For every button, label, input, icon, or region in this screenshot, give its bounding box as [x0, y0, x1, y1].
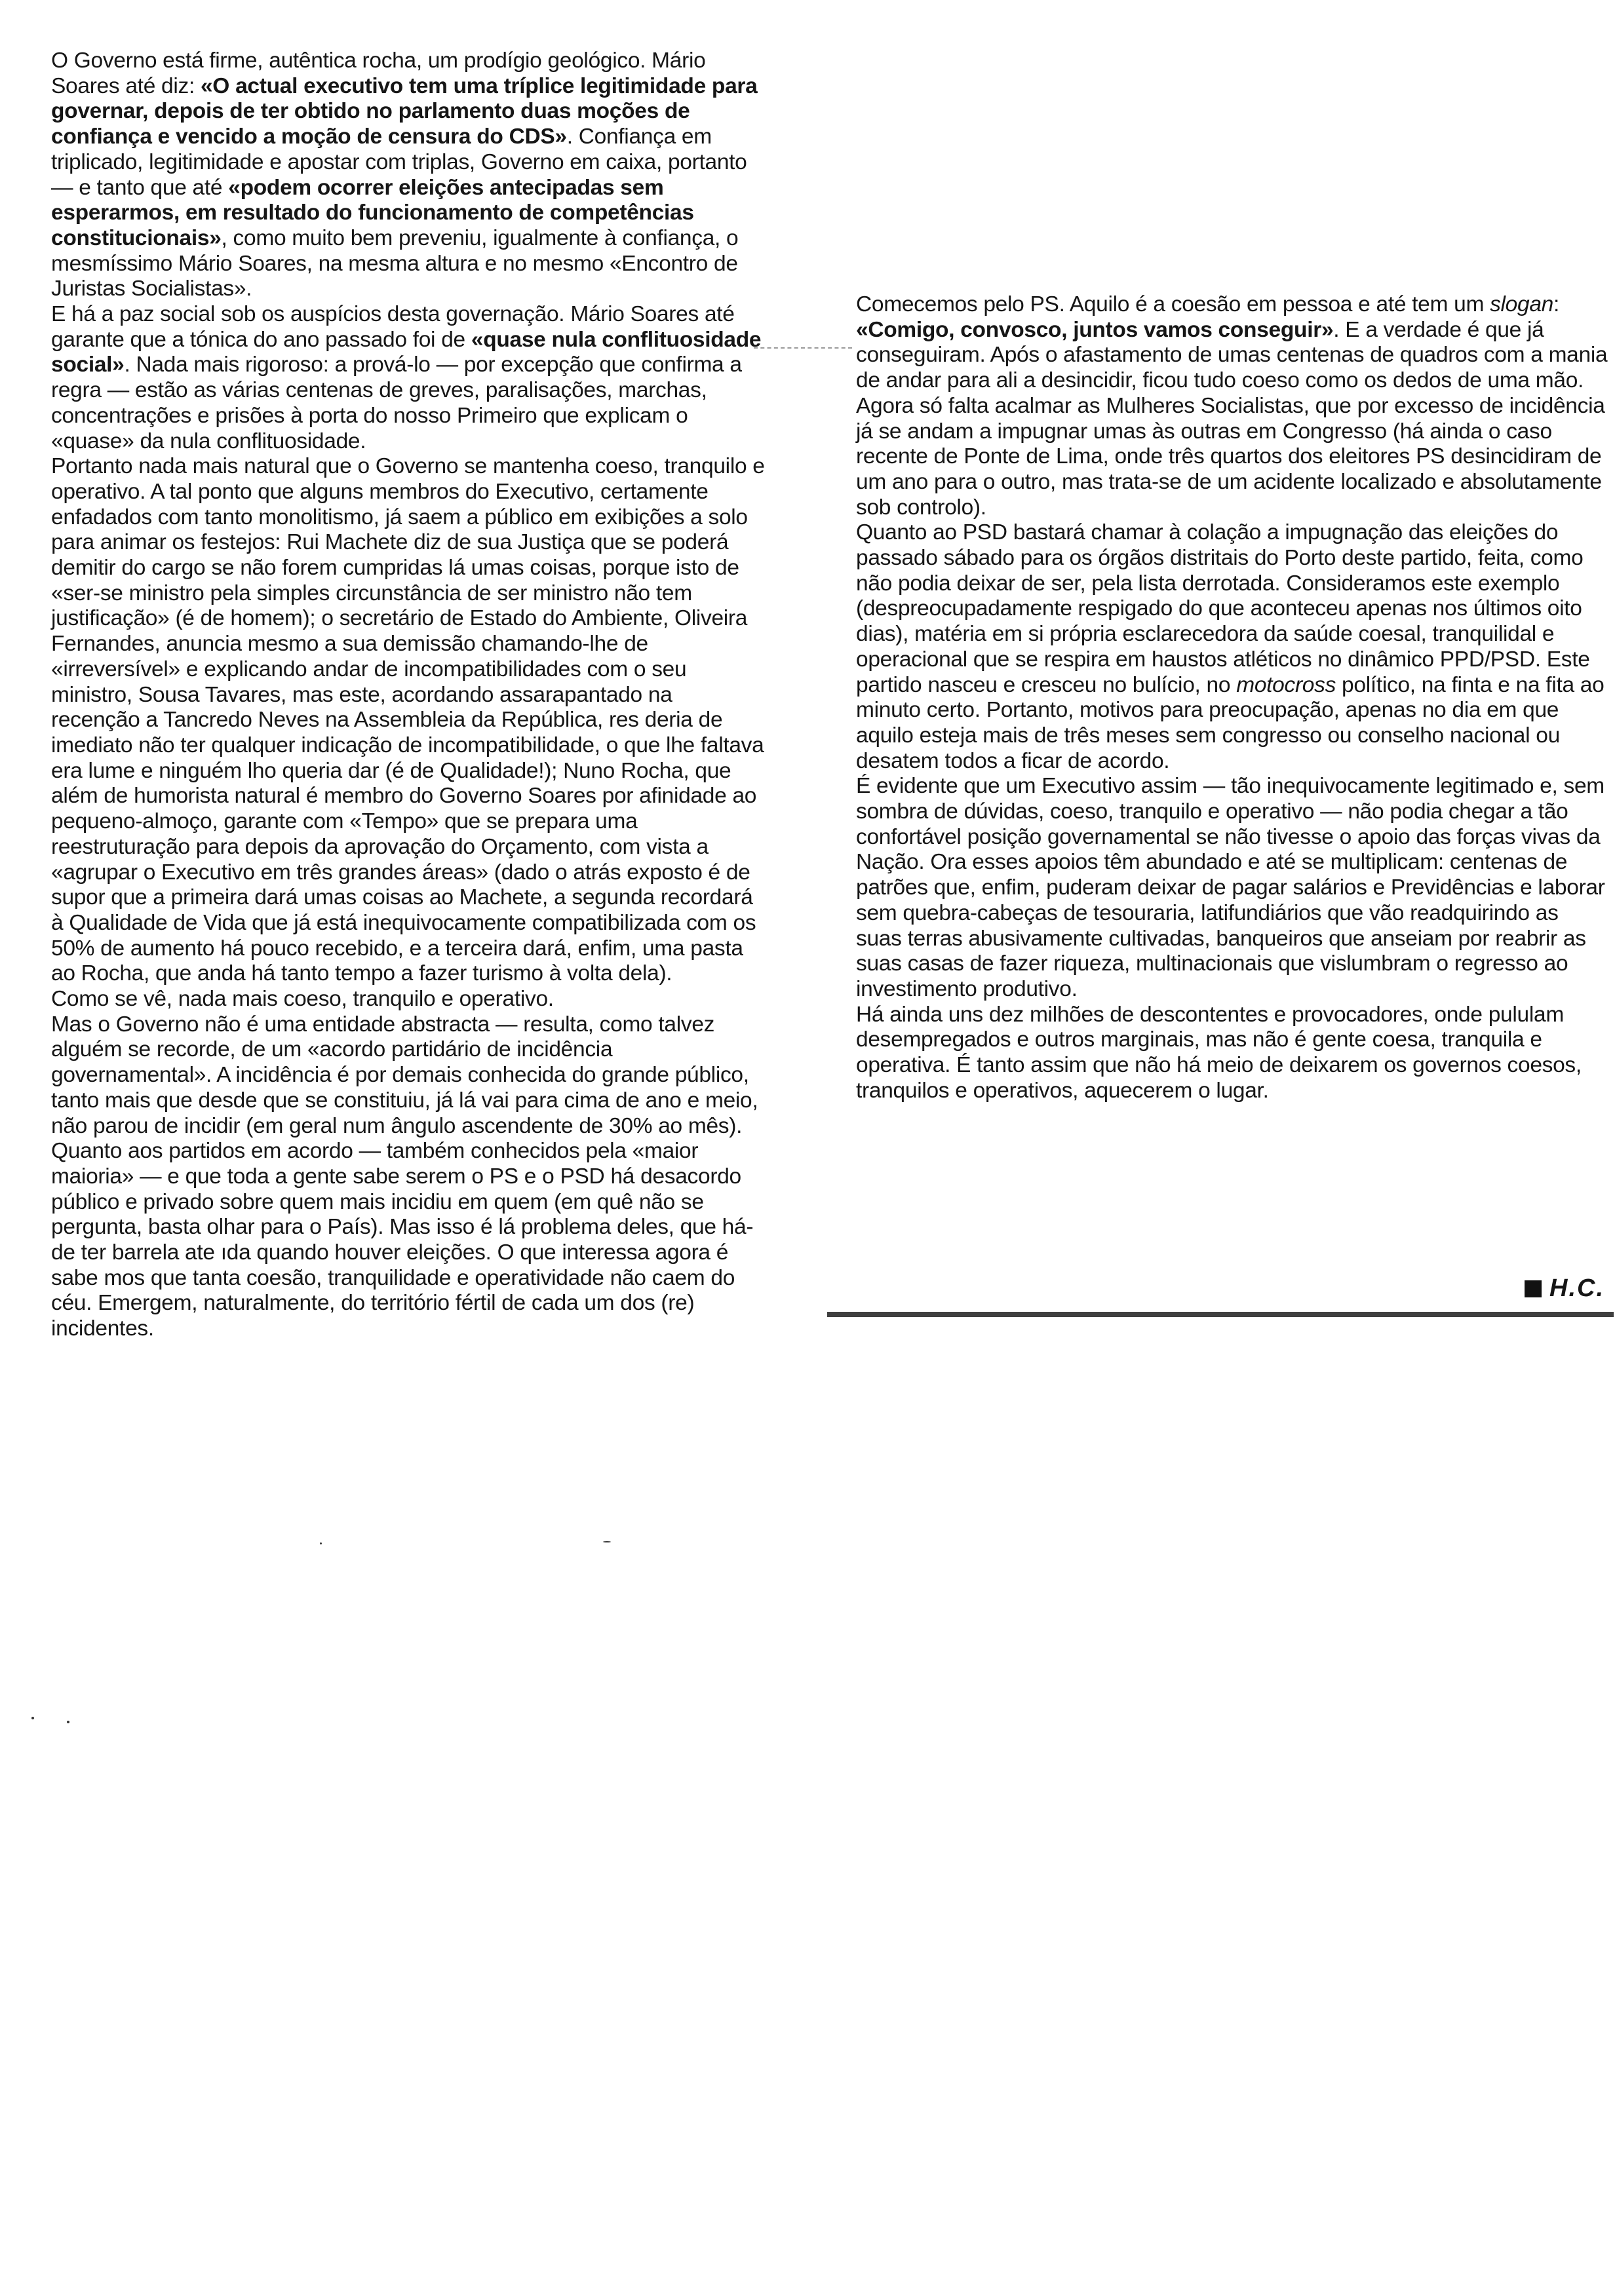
article-left-column	[51, 48, 766, 1342]
paragraph	[856, 1003, 1608, 1104]
text-run: , como muito bem preveniu, igualmente à confiança, o mesmíssimo Mário Soares, na mesma altura e no mesmo «Encontro de Juristas Socialistas».	[51, 225, 739, 301]
text-run: Comecemos pelo PS. Aquilo é a coesão em pessoa e até tem um	[856, 292, 1490, 316]
text-run: O Governo está firme, autêntica rocha, um prodígio geológico. Mário Soares até diz:	[51, 48, 706, 98]
paragraph	[856, 520, 1608, 774]
scan-speck	[320, 1542, 322, 1544]
end-square-icon	[1525, 1280, 1542, 1297]
text-run: político, na finta e na fita ao minuto certo. Portanto, motivos para preocupação, apenas no dia em que aquilo esteja mais de três meses sem congresso ou conselho nacional ou desatem todos a ficar de acordo.	[856, 672, 1605, 773]
scan-artifact-dash	[754, 347, 852, 350]
end-rule	[827, 1312, 1614, 1317]
text-run: Portanto nada mais natural que o Governo se mantenha coeso, tranquilo e operativo. A tal ponto que alguns membros do Executivo, certamente enfadados com tanto monolitismo, já saem a público em exibições a solo para animar os festejos: Rui Machete diz de sua Justiça que se poderá demitir do cargo se não forem cumpridas lá umas coisas, porque isto de «ser-se ministro pela simples circunstância de ser ministro não tem justificação» (é de homem); o secretário de Estado do Ambiente, Oliveira Fernandes, anuncia mesmo a sua demissão chamando-lhe de «irreversível» e explicando andar de incompatibilidades com o seu ministro, Sousa Tavares, mas este, acordando assarapantado na recenção a Tancredo Neves na Assembleia da República, res deria de imediato não ter qualquer indicação de incompatibilidade, o que lhe faltava era lume e ninguém lho queria dar (é de Qualidade!); Nuno Rocha, que além de humorista natural é membro do Governo Soares por afinidade ao pequeno-almoço, garante com «Tempo» que se prepara uma reestruturação para depois da aprovação do Orçamento, com vista a «agrupar o Executivo em três grandes áreas» (dado o atrás exposto é de supor que a primeira dará umas coisas ao Machete, a segunda recordará à Qualidade de Vida que já está inequivocamente compatibilizada com os 50% de aumento há pouco recebido, e a terceira dará, enfim, uma pasta ao Rocha, que anda há tanto tempo a fazer turismo à volta dela).	[51, 454, 765, 986]
bold-quote: «Comigo, convosco, juntos vamos conseguir»	[856, 317, 1334, 342]
article-right-column	[856, 292, 1608, 1104]
bold-quote: «quase nula conflituosidade social»	[51, 327, 762, 377]
paragraph	[856, 292, 1608, 520]
text-run: . Confiança em triplicado, legitimidade e apostar com triplas, Governo em caixa, portanto — e tanto que até	[51, 124, 747, 200]
text-run: Há ainda uns dez milhões de descontentes e provocadores, onde pululam desempregados e outros marginais, mas não é gente coesa, tranquila e operativa. É tanto assim que não há meio de deixarem os governos coesos, tranquilos e operativos, aquecerem o lugar.	[856, 1002, 1582, 1103]
signature-row	[856, 1274, 1608, 1303]
scan-speck	[67, 1721, 69, 1723]
text-run: É evidente que um Executivo assim — tão inequivocamente legitimado e, sem sombra de dúvidas, coeso, tranquilo e operativo — não podia chegar a tão confortável posição governamental se não tivesse o apoio das forças vivas da Nação. Ora esses apoios têm abundado e até se multiplicam: centenas de patrões que, enfim, puderam deixar de pagar salários e Previdências e laborar sem quebra-cabeças de tesouraria, latifundiários que vão readquirindo as suas terras abusivamente cultivadas, banqueiros que anseiam por reabrir as suas casas de fazer riqueza, multinacionais que vislumbram o regresso ao investimento produtivo.	[856, 774, 1605, 1001]
author-signature	[1525, 1274, 1605, 1303]
bold-quote: «O actual executivo tem uma tríplice legitimidade para governar, depois de ter obtido no parlamento duas moções de confiança e vencido a moção de censura do CDS»	[51, 73, 758, 149]
paragraph	[51, 987, 766, 1012]
scan-speck	[603, 1541, 611, 1542]
text-run: Como se vê, nada mais coeso, tranquilo e operativo.	[51, 987, 554, 1012]
text-run: Mas o Governo não é uma entidade abstracta — resulta, como talvez alguém se recorde, de um «acordo partidário de incidência governamental». A incidência é por demais conhecida do grande público, tanto mais que desde que se constituiu, já lá vai para cima de ano e meio, não parou de incidir (em geral num ângulo ascendente de 30% ao mês). Quanto aos partidos em acordo — também conhecidos pela «maior maioria» — e que toda a gente sabe serem o PS e o PSD há desacordo público e privado sobre quem mais incidiu em quem (em quê não se pergunta, basta olhar para o País). Mas isso é lá problema deles, que há-de ter barrela ate ıda quando houver eleições. O que interessa agora é sabe mos que tanta coesão, tranquilidade e operatividade não caem do céu. Emergem, naturalmente, do território fértil de cada um dos (re) incidentes.	[51, 1012, 758, 1341]
bold-quote: «podem ocorrer eleições antecipadas sem esperarmos, em resultado do funcionamento de competências constitucionais»	[51, 175, 694, 250]
text-run: . Nada mais rigoroso: a prová-lo — por excepção que confirma a regra — estão as várias centenas de greves, paralisações, marchas, concentrações e prisões à porta do nosso Primeiro que explicam o «quase» da nula conflituosidade.	[51, 353, 742, 453]
paragraph	[856, 774, 1608, 1002]
paragraph	[51, 454, 766, 987]
text-run: . E a verdade é que já conseguiram. Após o afastamento de umas centenas de quadros com a mania de andar para ali a desincidir, ficou tudo coeso como os dedos de uma mão. Agora só falta acalmar as Mulheres Socialistas, que por excesso de incidência já se andam a impugnar umas às outras em Congresso (há ainda o caso recente de Ponte de Lima, onde três quartos dos eleitores PS desincidiram de um ano para o outro, mas trata-se de um acidente localizado e absolutamente sob controlo).	[856, 317, 1608, 520]
paragraph	[51, 48, 766, 302]
italic-term: motocross	[1236, 672, 1336, 697]
text-run: E há a paz social sob os auspícios desta governação. Mário Soares até garante que a tónica do ano passado foi de	[51, 302, 735, 352]
text-run: Quanto ao PSD bastará chamar à colação a impugnação das eleições do passado sábado para os órgãos distritais do Porto deste partido, feita, como não podia deixar de ser, pela lista derrotada. Consideramos este exemplo (despreocupadamente respigado do que aconteceu apenas nos últimos oito dias), matéria em si própria esclarecedora da saúde coesal, tranquilidal e operacional que se respira em haustos atléticos no dinâmico PPD/PSD. Este partido nasceu e cresceu no bulício, no	[856, 520, 1590, 697]
paragraph	[51, 302, 766, 454]
text-run: :	[1553, 292, 1559, 316]
italic-term: slogan	[1490, 292, 1553, 316]
scan-speck	[31, 1717, 34, 1719]
paragraph	[51, 1012, 766, 1342]
author-initials: H.C.	[1549, 1274, 1605, 1302]
